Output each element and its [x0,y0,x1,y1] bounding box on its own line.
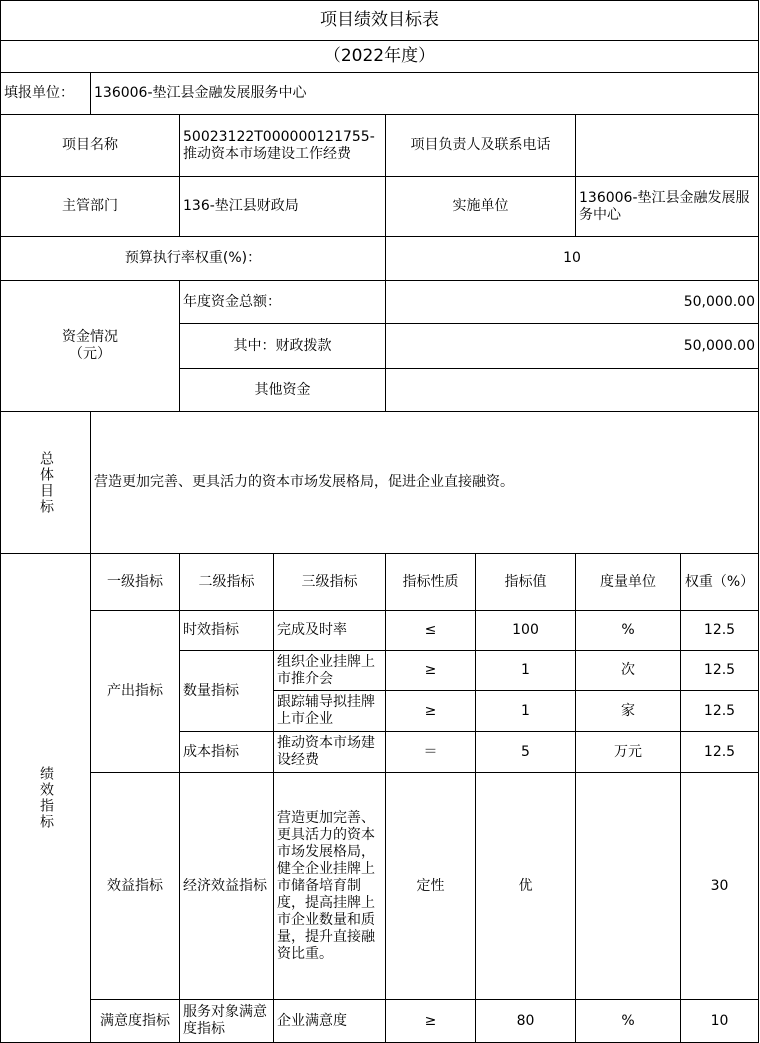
table-row-unit: 次 [575,650,681,691]
project-name-value: 50023122T000000121755-推动资本市场建设工作经费 [179,114,386,177]
level1-satisfaction: 满意度指标 [90,999,180,1043]
goal-text: 营造更加完善、更具活力的资本市场发展格局，促进企业直接融资。 [90,411,759,554]
header-value: 指标值 [475,553,576,611]
header-level1: 一级指标 [90,553,180,611]
table-row-level3: 营造更加完善、更具活力的资本市场发展格局，健全企业挂牌上市储备培育制度，提高挂牌上市企业数量和质量，提升直接融资比重。 [273,772,386,1000]
table-row-weight: 12.5 [680,610,759,651]
level2-quantity: 数量指标 [179,650,274,732]
header-level2: 二级指标 [179,553,274,611]
table-row-nature: ≥ [385,690,476,732]
funds-other-label: 其他资金 [179,368,386,412]
table-year: （2022年度） [0,40,759,73]
table-row-nature: ≥ [385,650,476,691]
table-row-value: 80 [475,999,576,1043]
funds-fiscal-label: 其中：财政拨款 [179,323,386,369]
table-row-nature: 定性 [385,772,476,1000]
level2-timeliness: 时效指标 [179,610,274,651]
budget-weight-label: 预算执行率权重(%)： [0,236,386,281]
project-name-label: 项目名称 [0,114,180,177]
header-unit: 度量单位 [575,553,681,611]
table-row-level3: 推动资本市场建设经费 [273,731,386,773]
table-row-unit: % [575,999,681,1043]
table-row-value: 100 [475,610,576,651]
table-row-unit [575,772,681,1000]
header-nature: 指标性质 [385,553,476,611]
project-owner-label: 项目负责人及联系电话 [385,114,576,177]
table-title: 项目绩效目标表 [0,0,759,41]
table-row-value: 5 [475,731,576,773]
project-owner-value [575,114,759,177]
impl-label: 实施单位 [385,176,576,237]
table-row-weight: 12.5 [680,690,759,732]
dept-value: 136-垫江县财政局 [179,176,386,237]
header-weight: 权重（%） [680,553,759,611]
impl-value: 136006-垫江县金融发展服务中心 [575,176,759,237]
budget-weight-value: 10 [385,236,759,281]
table-row-weight: 10 [680,999,759,1043]
table-row-weight: 30 [680,772,759,1000]
level1-output: 产出指标 [90,610,180,773]
table-row-weight: 12.5 [680,731,759,773]
funds-total-label: 年度资金总额： [179,280,386,324]
table-row-value: 1 [475,650,576,691]
table-row-nature: ＝ [385,731,476,773]
funds-total-value: 50,000.00 [385,280,759,324]
level2-service-satisfaction: 服务对象满意度指标 [179,999,274,1043]
table-row-weight: 12.5 [680,650,759,691]
table-row-nature: ≥ [385,999,476,1043]
reporter-label: 填报单位： [0,72,91,115]
goal-label: 总体目标 [0,411,91,554]
table-row-unit: 万元 [575,731,681,773]
funds-fiscal-value: 50,000.00 [385,323,759,369]
table-row-level3: 完成及时率 [273,610,386,651]
table-row-level3: 跟踪辅导拟挂牌上市企业 [273,690,386,732]
table-row-level3: 企业满意度 [273,999,386,1043]
funds-label: 资金情况 （元） [0,280,180,412]
indicators-label: 绩效指标 [0,553,91,1043]
dept-label: 主管部门 [0,176,180,237]
table-row-unit: % [575,610,681,651]
header-level3: 三级指标 [273,553,386,611]
table-row-value: 优 [475,772,576,1000]
table-row-unit: 家 [575,690,681,732]
level1-benefit: 效益指标 [90,772,180,1000]
table-row-nature: ≤ [385,610,476,651]
funds-other-value [385,368,759,412]
table-row-level3: 组织企业挂牌上市推介会 [273,650,386,691]
level2-economic: 经济效益指标 [179,772,274,1000]
table-row-value: 1 [475,690,576,732]
reporter-value: 136006-垫江县金融发展服务中心 [90,72,759,115]
level2-cost: 成本指标 [179,731,274,773]
